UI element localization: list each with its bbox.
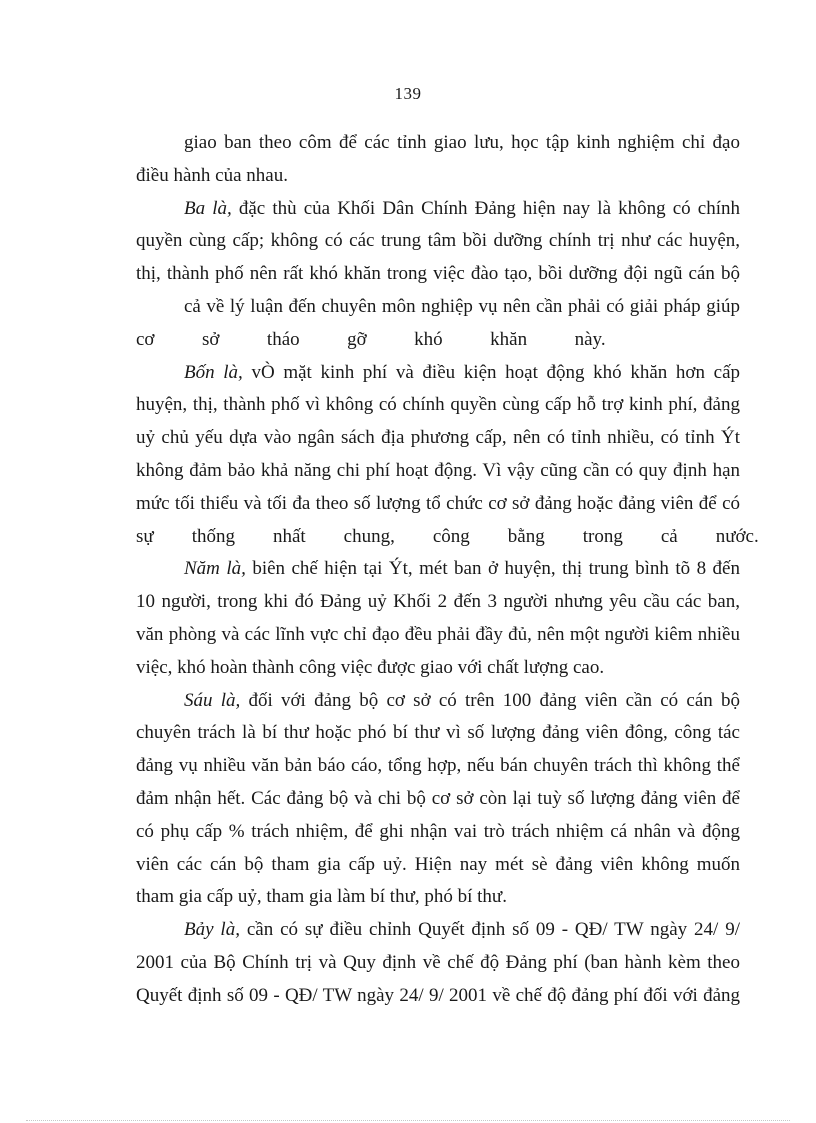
paragraph-four-start: Bốn là, vÒ mặt kinh phí và điều kiện hoạt động khó khăn hơn cấp — [184, 361, 740, 383]
text-line: việc, khó hoàn thành công việc được giao với chất lượng cao. — [136, 656, 605, 678]
paragraph-lead: Sáu là, — [184, 689, 241, 711]
text-line: có phụ cấp % trách nhiệm, để ghi nhận vai trò trách nhiệm cá nhân và động — [136, 820, 740, 842]
paragraph-three-start: Ba là, đặc thù của Khối Dân Chính Đảng hiện nay là không có chính — [184, 197, 740, 219]
text-line: mức tối thiểu và tối đa theo số lượng tổ chức cơ sở đảng hoặc đảng viên để có — [136, 492, 740, 514]
text-line: giao ban theo côm để các tỉnh giao lưu, học tập kinh nghiệm chỉ đạo — [184, 132, 740, 153]
text-line: viên các cán bộ tham gia cấp uỷ. Hiện nay mét sè đảng viên không muốn — [136, 853, 740, 875]
text-line: chuyên trách là bí thư hoặc phó bí thư vì số lượng đảng viên đông, công tác — [136, 722, 740, 744]
paragraph-five-start: Năm là, biên chế hiện tại Ýt, mét ban ở huyện, thị trung bình tõ 8 đến — [184, 558, 740, 580]
paragraph-lead: Năm là, — [184, 558, 246, 580]
page-number: 139 — [394, 84, 422, 103]
text-line: văn phòng và các lĩnh vực chỉ đạo đều phải đầy đủ, nên một người kiêm nhiều — [136, 623, 740, 645]
paragraph-lead: Bảy là, — [184, 919, 240, 941]
text-line: 10 người, trong khi đó Đảng uỷ Khối 2 đến 3 người nhưng yêu cầu các ban, — [136, 591, 740, 613]
paragraph-lead: Bốn là, — [184, 361, 243, 383]
text-line: Quyết định số 09 - QĐ/ TW ngày 24/ 9/ 2001 về chế độ đảng phí đối với đảng — [136, 984, 740, 1006]
text-line: cơ sở tháo gỡ khó khăn này. — [136, 328, 606, 350]
text-line: thị, thành phố nên rất khó khăn trong việc đào tạo, bồi dưỡng đội ngũ cán bộ — [136, 263, 740, 285]
text-line: sự thống nhất chung, công bằng trong cả nước. — [136, 525, 759, 547]
text-line: 2001 của Bộ Chính trị và Quy định về chế độ Đảng phí (ban hành kèm theo — [136, 951, 740, 973]
bottom-divider — [26, 1120, 790, 1121]
paragraph-lead: Ba là, — [184, 197, 232, 219]
text-line: quyền cùng cấp; không có các trung tâm bồi dưỡng chính trị như các huyện, — [136, 230, 740, 252]
text-line: đảng vụ nhiều văn bản báo cáo, tổng hợp, nếu bán chuyên trách thì không thể — [136, 755, 740, 777]
paragraph-six-start: Sáu là, đối với đảng bộ cơ sở có trên 100 đảng viên cần có cán bộ — [184, 689, 740, 711]
text-line: uỷ chủ yếu dựa vào ngân sách địa phương cấp, nên có tỉnh nhiều, có tỉnh Ýt — [136, 427, 740, 449]
text-line: tham gia cấp uỷ, tham gia làm bí thư, phó bí thư. — [136, 886, 507, 908]
body-text — [136, 127, 759, 1013]
text-line: huyện, thị, thành phố vì không có chính quyền cùng cấp hỗ trợ kinh phí, đảng — [136, 394, 740, 416]
text-line: không đảm bảo khả năng chi phí hoạt động. Vì vậy cũng cần có quy định hạn — [136, 459, 740, 481]
text-line: đảm nhận hết. Các đảng bộ và chi bộ cơ sở còn lại tuỳ số lượng đảng viên để — [136, 787, 740, 809]
text-line: cả về lý luận đến chuyên môn nghiệp vụ nên cần phải có giải pháp giúp — [184, 295, 740, 317]
text-line: điều hành của nhau. — [136, 164, 288, 186]
paragraph-seven-start: Bảy là, cần có sự điều chỉnh Quyết định số 09 - QĐ/ TW ngày 24/ 9/ — [184, 919, 740, 941]
